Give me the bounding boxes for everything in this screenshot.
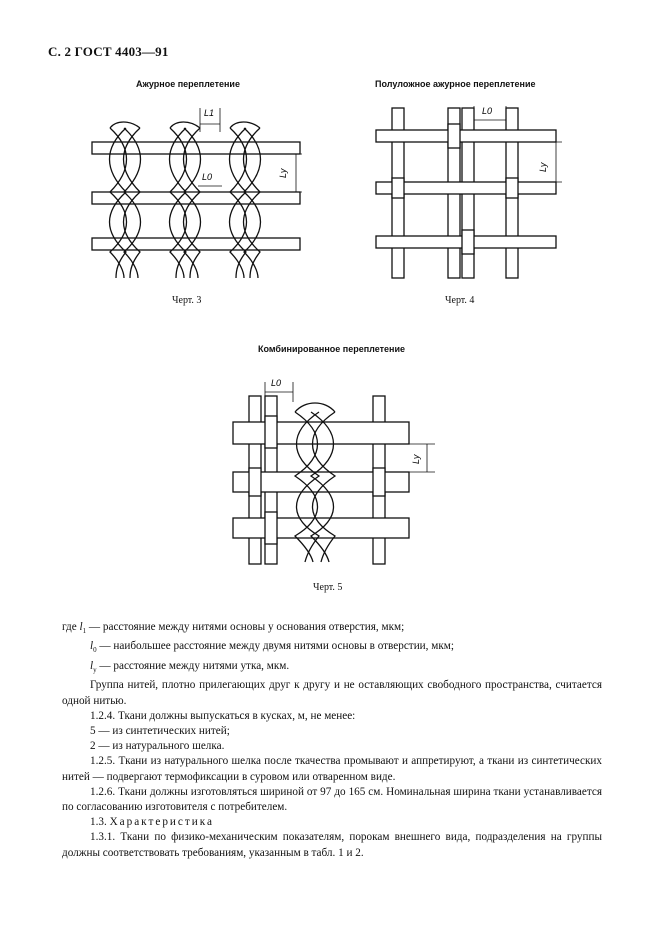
- para-1-2-4-b: 2 — из натурального шелка.: [90, 740, 225, 753]
- fig5-combined-weave-diagram: [225, 372, 445, 572]
- fig5-title: Комбинированное переплетение: [258, 344, 406, 354]
- body-text: [62, 620, 602, 861]
- fig5-dim-ly: Ly: [411, 454, 421, 464]
- fig5-dim-l0: L0: [271, 378, 282, 388]
- para-1-2-4: 1.2.4. Ткани должны выпускаться в кусках, м, не менее:: [90, 709, 356, 722]
- def-l1: [62, 620, 602, 639]
- def-ly-sub: y: [93, 666, 97, 675]
- fig4-semi-leno-diagram: [370, 100, 580, 285]
- fig5-caption: Черт. 5: [313, 582, 343, 593]
- fig4-weft-1: [376, 130, 556, 142]
- fig5-svg: [225, 372, 445, 572]
- para-thread-group: Группа нитей, плотно прилегающих друг к другу и не оставляющих свободного пространства, считается одной нитью.: [62, 679, 602, 707]
- fig4-caption: Черт. 4: [445, 295, 475, 306]
- def-l0-sub: 0: [93, 646, 97, 655]
- def-ly: [62, 659, 602, 678]
- def-l0-var: l: [90, 640, 94, 653]
- fig4-title: Полуложное ажурное переплетение: [375, 79, 536, 89]
- def-prefix: где: [62, 621, 77, 633]
- para-1-2-6: 1.2.6. Ткани должны изготовляться шириной от 97 до 165 см. Номинальная ширина ткани устанавливается по согласованию изготовителя с потребителем.: [62, 785, 602, 813]
- fig3-leno-weave-diagram: [80, 100, 310, 295]
- fig3-dim-l0: L0: [202, 172, 213, 182]
- fig4-dim-ly: Ly: [538, 162, 548, 172]
- def-l1-sub: 1: [82, 627, 87, 636]
- fig3-dim-l1: L1: [204, 108, 215, 118]
- def-l1-var: l: [79, 621, 83, 633]
- def-l0-text: — наибольшее расстояние между двумя нитями основы в отверстии, мкм;: [96, 640, 454, 653]
- fig3-svg: [80, 100, 310, 295]
- para-1-3-num: 1.3.: [90, 816, 107, 829]
- fig4-svg: [370, 100, 580, 285]
- para-1-3-title: Характеристика: [109, 816, 214, 829]
- fig3-dim-ly: Ly: [278, 168, 288, 178]
- fig4-dim-l0: L0: [482, 106, 493, 116]
- fig3-caption: Черт. 3: [172, 295, 202, 306]
- para-1-3: [62, 815, 602, 830]
- para-1-2-4-a: 5 — из синтетических нитей;: [90, 724, 230, 737]
- fig5-weft-3: [233, 518, 409, 538]
- def-ly-text: — расстояние между нитями утка, мкм.: [96, 659, 290, 672]
- def-l0: [62, 639, 602, 658]
- def-ly-var: l: [90, 659, 94, 672]
- para-1-2-5: 1.2.5. Ткани из натурального шелка после ткачества промывают и аппретируют, а ткани из синтетических нитей — подвергают термофиксации в суровом или отваренном виде.: [62, 755, 602, 783]
- fig5-weft-1: [233, 422, 409, 444]
- para-1-3-1: 1.3.1. Ткани по физико-механическим показателям, порокам внешнего вида, подразделения на группы должны соответствовать требованиям, указанным в табл. 1 и 2.: [62, 831, 602, 859]
- page-header: С. 2 ГОСТ 4403—91: [48, 44, 169, 59]
- def-l1-text: — расстояние между нитями основы у основания отверстия, мкм;: [86, 621, 405, 633]
- fig3-title: Ажурное переплетение: [136, 79, 240, 89]
